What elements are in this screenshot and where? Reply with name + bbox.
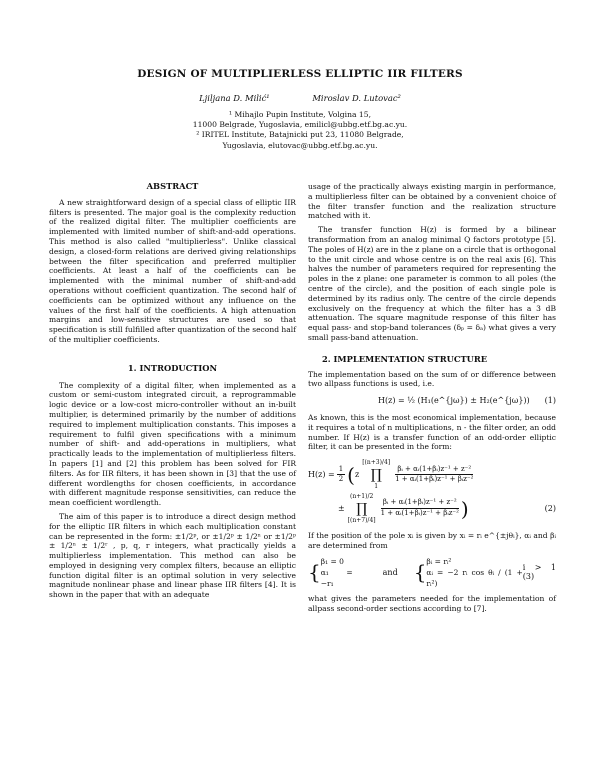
- abstract-heading: ABSTRACT: [146, 181, 199, 191]
- equation-1-number: (1): [544, 396, 556, 406]
- product-2-upper-limit: (n+1)/2: [350, 492, 374, 500]
- right-column: [308, 182, 556, 614]
- author-2: Miroslav D. Lutovac²: [312, 93, 401, 103]
- equation-2-z: z: [354, 470, 360, 480]
- affiliation-line: 11000 Belgrade, Yugoslavia, emilicl@ubbg.etf.bg.ac.yu.: [192, 120, 408, 130]
- product-2-fraction-den: 1 + αᵢ(1+βᵢ)z⁻¹ + βᵢz⁻²: [380, 509, 459, 518]
- intro-paragraph-1: The complexity of a digital filter, when implemented as a custom or semi-custom integrated circuit, a reprogrammable logic device or a low-cost micro-controller without an in-built multiplier, is determined primarily by the number of additions required to implement multiplication constants. This imposes a requirement to fulfil given specifications with a minimum number of shift- and add-operations in multipliers, what practically leads to the implementation of multiplierless filters. In papers [1] and [2] this problem has been solved for FIR filters. As for IIR filters, it has been shown in [3] that the use of different wordlengths for chosen coefficients, in accordance with different magnitude response sensitivities, can reduce the mean coefficient wordlength.: [49, 380, 296, 508]
- case-left-2: α₁ = −r₁: [320, 567, 353, 588]
- authors: [0, 93, 600, 103]
- case-right-1: βᵢ = rᵢ²: [426, 556, 452, 566]
- intro-heading: 1. INTRODUCTION: [127, 362, 218, 373]
- equation-2-lhs: H(z) =: [308, 470, 335, 480]
- author-1: Ljiljana D. Milić¹: [199, 93, 270, 103]
- case-left-1: β₁ = 0: [320, 556, 344, 566]
- equation-2-half-num: 1: [337, 465, 345, 476]
- equation-2-half-den: 2: [338, 475, 344, 484]
- equation-3-condition: i > 1: [522, 562, 556, 572]
- right-paragraph-6: what gives the parameters needed for the implementation of allpass second-order sections according to [7].: [308, 593, 556, 613]
- affiliation-line: Yugoslavia, elutovac@ubbg.etf.bg.ac.yu.: [222, 140, 378, 150]
- left-column: [49, 182, 296, 600]
- equation-1: [308, 396, 556, 406]
- product-upper-limit: [(n+3)/4]: [362, 459, 391, 467]
- intro-paragraph-2: The aim of this paper is to introduce a direct design method for the elliptic IIR filters in which each multiplication constant can be represented in the form: ±1/2ᵖ, or ±1/2ᵖ ± 1/2ⁿ or ±1/2ᵖ ± 1/2ⁿ ± 1/2ʳ , p, q, r integers, what practically yields a multiplierless implementation. This method can also be employed in designing very complex filters, because an elliptic function digital filter is an optimal solution in very selective magnitude nonlinear phase and linear phase IIR filters [4]. It is shown in the paper that with an adequate: [49, 511, 296, 600]
- equation-3-number: (3): [522, 572, 535, 582]
- case-right-2: αᵢ = −2 rᵢ cos θᵢ / (1 + rᵢ²): [426, 567, 523, 588]
- product-2-fraction-num: βᵢ + αᵢ(1+βᵢ)z⁻¹ + z⁻²: [381, 498, 459, 509]
- affiliation-line: ² IRITEL Institute, Batajnicki put 23, 11080 Belgrade,: [196, 130, 404, 140]
- right-paragraph-4: As known, this is the most economical implementation, because it requires a total of n multiplications, n - the filter order, an odd number. If H(z) is a transfer function of an odd-order elliptic filter, it can be presented in the form:: [308, 412, 556, 452]
- right-paragraph-2: The transfer function H(z) is formed by a bilinear transformation from an analog minimal Q factors prototype [5]. The poles of H(z) are in the z plane on a circle that is orthogonal to the unit circle and whose centre is on the real axis [6]. This halves the number of parameters required for representing the poles in the z plane: one parameter is common to all poles (the centre of the circle), and the position of each single pole is determined by its radius only. The centre of the circle depends exclusively on the frequency at which the filter has a 3 dB attenuation. The square magnitude response of this filter has equal pass- and stop-band tolerances (δₚ = δₐ) what gives a very small pass-band attenuation.: [308, 225, 556, 342]
- right-paragraph-1: usage of the practically always existing margin in performance, a multiplierless filter can be obtained by a convenient choice of the filter transfer function and the realization structure matched with it.: [308, 182, 556, 221]
- paper-title: DESIGN OF MULTIPLIERLESS ELLIPTIC IIR FILTERS: [137, 68, 463, 80]
- affiliation-line: ¹ Mihajlo Pupin Institute, Volgina 15,: [228, 110, 371, 119]
- equation-3: { β₁ = 0 α₁ = −r₁ and { βᵢ = rᵢ² αᵢ = −2 rᵢ cos θᵢ / (1 + rᵢ²) i > 1 (3): [308, 556, 556, 588]
- product-fraction-den: 1 + αᵢ(1+βᵢ)z⁻¹ + βᵢz⁻²: [395, 475, 474, 484]
- affiliations: [0, 110, 600, 151]
- cases-and: and: [382, 567, 398, 577]
- abstract-text: A new straightforward design of a special class of elliptic IIR filters is presented. The major goal is the complexity reduction of the realized digital filter. The multiplier coefficients are implemented with limited number of shift-and-add operations. This method is also called "multiplierless". Unlike classical design, a closed-form relations are derived giving relationships between the filter specification and preferred multiplier coefficients. At least a half of the coefficients can be implemented with the minimal number of shift-and-add operations without coefficient quantization. The second half of coefficients can be optimized without any influence on the values of the first half of the coefficients. A high attenuation margins and low-sensitive structures are used so that specification is still fulfilled after quantization of the second half of the multiplier coefficients.: [49, 197, 296, 344]
- product-2-lower-limit: [(n+7)/4]: [347, 516, 376, 524]
- implementation-heading: 2. IMPLEMENTATION STRUCTURE: [322, 353, 488, 364]
- equation-1-body: H(z) = ½ (H₁(e^{jω}) ± H₂(e^{jω})): [378, 396, 530, 406]
- product-fraction-num: βᵢ + αᵢ(1+βᵢ)z⁻¹ + z⁻²: [395, 465, 473, 476]
- equation-2-number: (2): [544, 503, 556, 513]
- equation-2-line-2: ± (n+1)/2 ∏ [(n+7)/4] $\frac{\text{βᵢ + αᵢ(1+βᵢ)z⁻¹ + z⁻²}}{\text{1 + αᵢ(1+βᵢ)z⁻¹ + βᵢz⁻²}}$ ) (2): [338, 492, 556, 524]
- right-paragraph-5: If the position of the pole xᵢ is given by xᵢ = rᵢ e^{±jθᵢ}, αᵢ and βᵢ are determined from: [308, 531, 556, 551]
- product-lower-limit: 1: [374, 482, 379, 490]
- right-paragraph-3: The implementation based on the sum of or difference between two allpass functions is used, i.e.: [308, 369, 556, 389]
- equation-2: H(z) = $\frac{1}{2}$ ( z [(n+3)/4] ∏ 1 $\frac{\text{βᵢ + αᵢ(1+βᵢ)z⁻¹ + z⁻²}}{\text{1 + αᵢ(1+βᵢ)z⁻¹ + βᵢz⁻²}}$: [308, 459, 474, 490]
